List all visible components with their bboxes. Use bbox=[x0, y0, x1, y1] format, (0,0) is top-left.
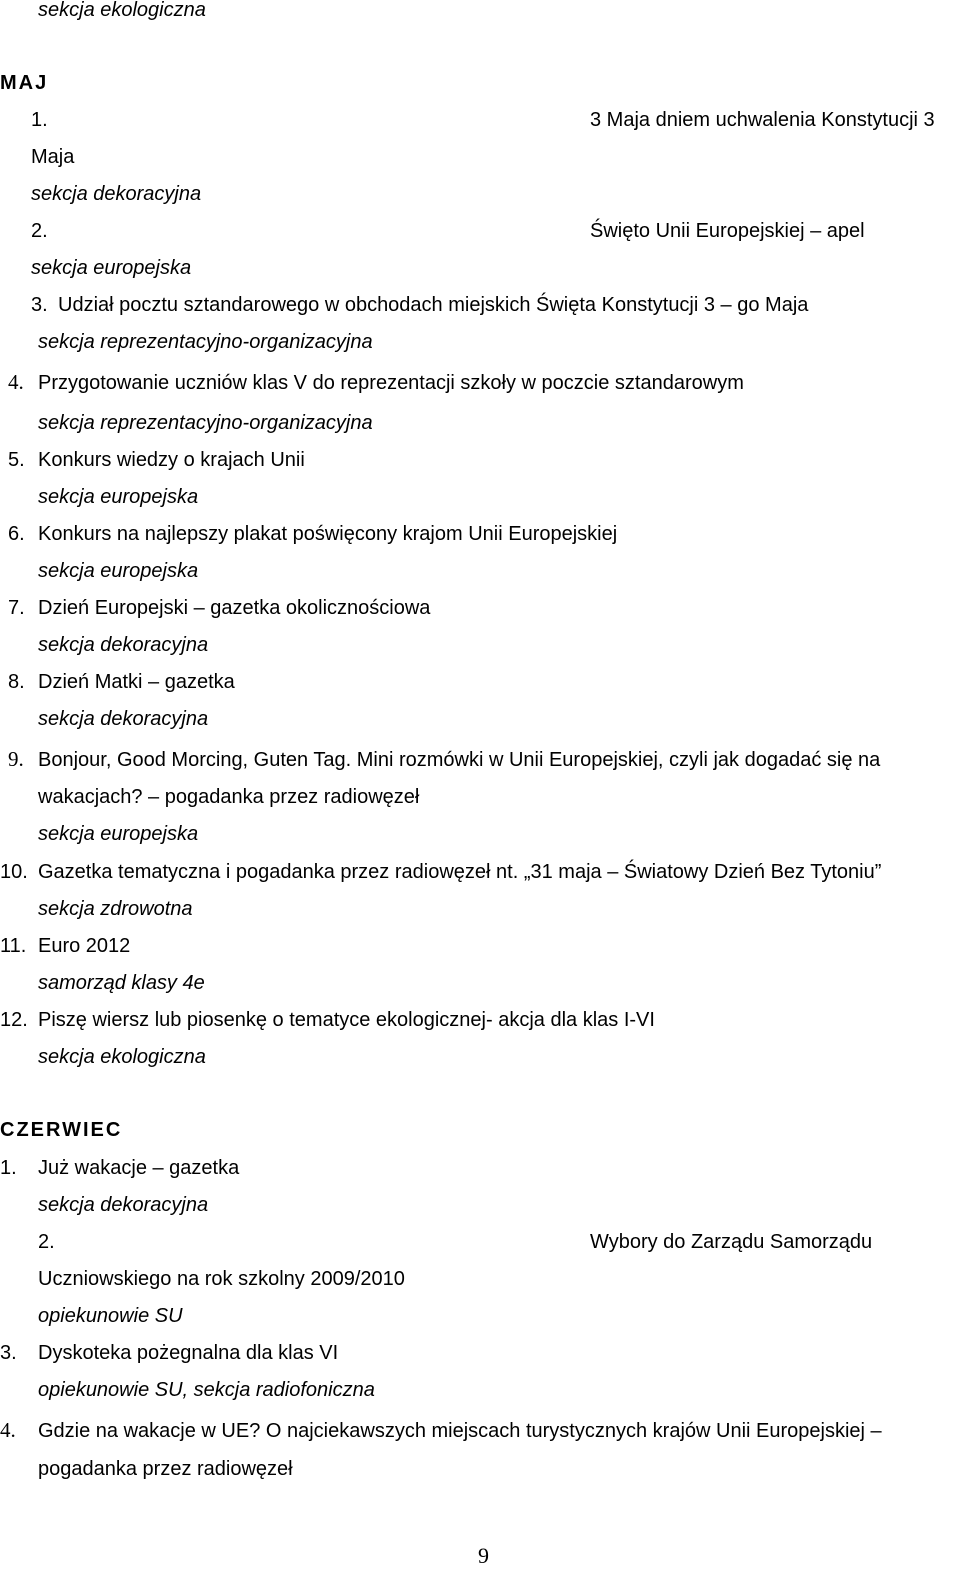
item-title: 3 Maja dniem uchwalenia Konstytucji 3 bbox=[590, 109, 935, 131]
item-number: 10. bbox=[0, 861, 28, 883]
item-title-continued: wakacjach? – pogadanka przez radiowęzeł bbox=[38, 786, 420, 808]
month-header-june: CZERWIEC bbox=[0, 1119, 123, 1141]
item-number: 12. bbox=[0, 1009, 28, 1031]
item-title: Dyskoteka pożegnalna dla klas VI bbox=[38, 1342, 339, 1364]
item-number: 3. bbox=[0, 1342, 17, 1364]
section-label: sekcja ekologiczna bbox=[38, 1046, 206, 1068]
item-number: 11. bbox=[0, 935, 27, 957]
item-title: Konkurs wiedzy o krajach Unii bbox=[38, 449, 305, 471]
section-label: opiekunowie SU, sekcja radiofoniczna bbox=[38, 1379, 375, 1401]
item-title: Piszę wiersz lub piosenkę o tematyce ekologicznej- akcja dla klas I-VI bbox=[38, 1009, 655, 1031]
item-title-continued: pogadanka przez radiowęzeł bbox=[38, 1458, 293, 1480]
item-number: 7. bbox=[8, 597, 25, 619]
item-number: 1. bbox=[31, 109, 48, 131]
section-label: sekcja ekologiczna bbox=[38, 0, 206, 21]
section-label: sekcja reprezentacyjno-organizacyjna bbox=[38, 331, 373, 353]
item-number: 8. bbox=[8, 671, 25, 693]
section-label: samorząd klasy 4e bbox=[38, 972, 205, 994]
item-number: 2. bbox=[38, 1231, 55, 1253]
month-header-may: MAJ bbox=[0, 72, 49, 94]
item-title: Dzień Europejski – gazetka okolicznościowa bbox=[38, 597, 431, 619]
item-number: 4. bbox=[0, 1418, 16, 1442]
item-title: Święto Unii Europejskiej – apel bbox=[590, 220, 865, 242]
section-label: opiekunowie SU bbox=[38, 1305, 183, 1327]
item-title: Konkurs na najlepszy plakat poświęcony krajom Unii Europejskiej bbox=[38, 523, 618, 545]
section-label: sekcja europejska bbox=[38, 560, 199, 582]
item-number: 5. bbox=[8, 449, 25, 471]
item-title: Bonjour, Good Morcing, Guten Tag. Mini rozmówki w Unii Europejskiej, czyli jak dogadać się na bbox=[38, 749, 881, 771]
item-title-continued: Maja bbox=[31, 146, 75, 168]
item-title: Przygotowanie uczniów klas V do reprezentacji szkoły w poczcie sztandarowym bbox=[38, 372, 744, 394]
page-number: 9 bbox=[478, 1543, 489, 1568]
section-label: sekcja dekoracyjna bbox=[38, 1194, 209, 1216]
section-label: sekcja dekoracyjna bbox=[38, 708, 209, 730]
section-label: sekcja europejska bbox=[38, 486, 199, 508]
item-number: 1. bbox=[0, 1157, 17, 1179]
item-number: 2. bbox=[31, 220, 48, 242]
item-title-continued: Uczniowskiego na rok szkolny 2009/2010 bbox=[38, 1268, 405, 1290]
item-title: Euro 2012 bbox=[38, 935, 131, 957]
section-label: sekcja reprezentacyjno-organizacyjna bbox=[38, 412, 373, 434]
item-number: 6. bbox=[8, 523, 25, 545]
item-number: 3. bbox=[31, 294, 48, 316]
item-title: Gazetka tematyczna i pogadanka przez radiowęzeł nt. „31 maja – Światowy Dzień Bez Tytoniu” bbox=[38, 861, 882, 883]
section-label: sekcja europejska bbox=[31, 257, 192, 279]
item-title: Dzień Matki – gazetka bbox=[38, 671, 235, 693]
section-label: sekcja dekoracyjna bbox=[31, 183, 202, 205]
section-label: sekcja dekoracyjna bbox=[38, 634, 209, 656]
item-title: Gdzie na wakacje w UE? O najciekawszych miejscach turystycznych krajów Unii Europejskiej – bbox=[38, 1420, 882, 1442]
item-title: Już wakacje – gazetka bbox=[38, 1157, 240, 1179]
section-label: sekcja europejska bbox=[38, 823, 199, 845]
section-label: sekcja zdrowotna bbox=[38, 898, 193, 920]
item-title: Wybory do Zarządu Samorządu bbox=[590, 1231, 873, 1253]
item-number: 9. bbox=[8, 747, 24, 771]
item-title: Udział pocztu sztandarowego w obchodach miejskich Święta Konstytucji 3 – go Maja bbox=[58, 294, 809, 316]
item-number: 4. bbox=[8, 370, 24, 394]
